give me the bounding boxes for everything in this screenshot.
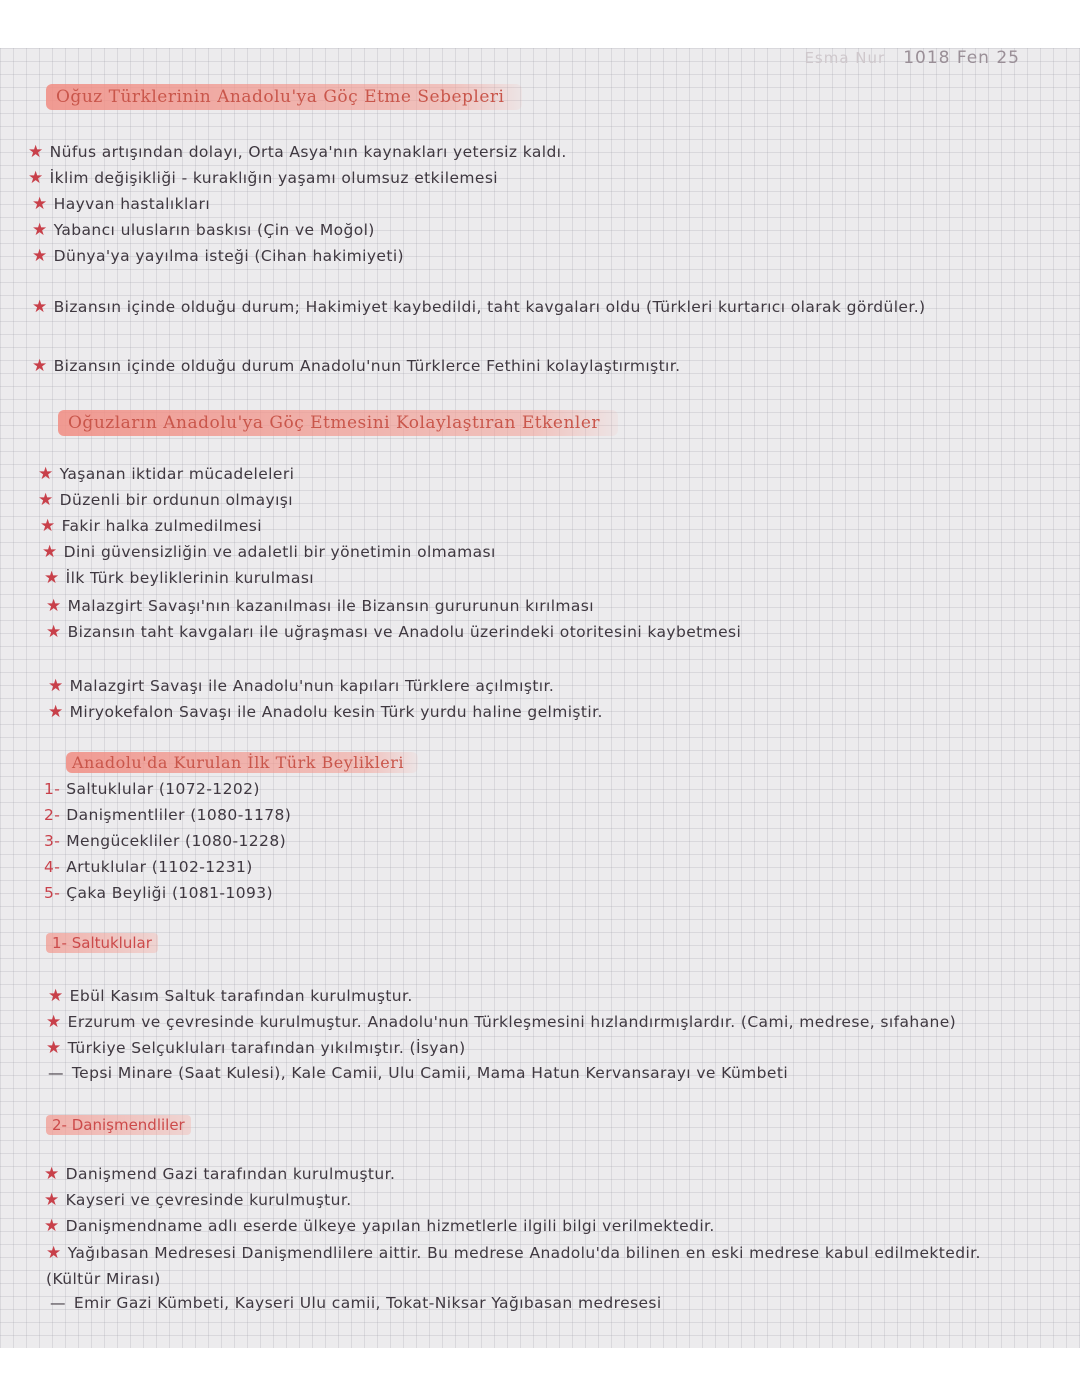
list-item: ★ Yağıbasan Medresesi Danişmendlilere aittir. Bu medrese Anadolu'da bilinen en eski medrese kabul edilmektedir. (Kültür Mirası) (46, 1243, 981, 1288)
list-item: 3- Mengücekliler (1080-1228) (44, 832, 287, 850)
list-item: ★ İklim değişikliği - kuraklığın yaşamı olumsuz etkilemesi (28, 168, 498, 188)
dash-bullet: — (50, 1294, 66, 1312)
list-item: ★ İlk Türk beyliklerinin kurulması (44, 568, 315, 588)
star-icon: ★ (44, 1164, 60, 1184)
section-title-facilitating-factors: Oğuzların Anadolu'ya Göç Etmesini Kolaylaştıran Etkenler (58, 410, 618, 436)
list-item: 5- Çaka Beyliği (1081-1093) (44, 884, 273, 902)
subsection-title-danismendliler: 2- Danişmendliler (46, 1116, 191, 1134)
section-title-first-beyliks: Anadolu'da Kurulan İlk Türk Beylikleri (66, 752, 418, 773)
list-item: 1- Saltuklular (1072-1202) (44, 780, 260, 798)
list-item: ★ Yabancı ulusların baskısı (Çin ve Moğol) (32, 220, 375, 240)
list-item: ★ Miryokefalon Savaşı ile Anadolu kesin Türk yurdu haline gelmiştir. (48, 702, 603, 722)
star-icon: ★ (40, 516, 56, 536)
star-icon: ★ (48, 986, 64, 1006)
list-item: ★ Hayvan hastalıkları (32, 194, 211, 214)
star-icon: ★ (38, 464, 54, 484)
list-item: ★ Danişmend Gazi tarafından kurulmuştur. (44, 1164, 396, 1184)
star-icon: ★ (38, 490, 54, 510)
corner-class-label: 1018 Fen 25 (903, 48, 1020, 68)
list-item: ★ Bizansın içinde olduğu durum; Hakimiyet kaybedildi, taht kavgaları oldu (Türkleri kurtarıcı olarak gördüler.) (32, 297, 926, 317)
star-icon: ★ (42, 542, 58, 562)
list-item: ★ Bizansın içinde olduğu durum Anadolu'nun Türklerce Fethini kolaylaştırmıştır. (32, 356, 681, 376)
star-icon: ★ (46, 1012, 62, 1032)
corner-faint-name: Esma Nur (804, 49, 886, 67)
star-icon: ★ (32, 246, 48, 266)
list-item: ★ Fakir halka zulmedilmesi (40, 516, 262, 536)
star-icon: ★ (28, 142, 44, 162)
star-icon: ★ (46, 622, 62, 642)
star-icon: ★ (44, 1190, 60, 1210)
star-icon: ★ (48, 676, 64, 696)
list-item: ★ Türkiye Selçukluları tarafından yıkılmıştır. (İsyan) (46, 1038, 466, 1058)
list-item: ★ Düzenli bir ordunun olmayışı (38, 490, 293, 510)
list-item: ★ Bizansın taht kavgaları ile uğraşması ve Anadolu üzerindeki otoritesini kaybetmesi (46, 622, 742, 642)
list-item: ★ Ebül Kasım Saltuk tarafından kurulmuştur. (48, 986, 413, 1006)
star-icon: ★ (32, 356, 48, 376)
star-icon: ★ (32, 297, 48, 317)
list-item: 2- Danişmentliler (1080-1178) (44, 806, 292, 824)
list-item: ★ Kayseri ve çevresinde kurulmuştur. (44, 1190, 352, 1210)
list-item: ★ Malazgirt Savaşı'nın kazanılması ile Bizansın gururunun kırılması (46, 596, 594, 616)
list-item: — Emir Gazi Kümbeti, Kayseri Ulu camii, Tokat-Niksar Yağıbasan medresesi (50, 1294, 662, 1312)
section-title-migration-reasons: Oğuz Türklerinin Anadolu'ya Göç Etme Sebepleri (46, 84, 522, 110)
list-item: ★ Nüfus artışından dolayı, Orta Asya'nın kaynakları yetersiz kaldı. (28, 142, 567, 162)
subsection-title-saltuklular: 1- Saltuklular (46, 934, 158, 952)
notebook-page (0, 48, 1080, 1348)
list-item: 4- Artuklular (1102-1231) (44, 858, 253, 876)
list-item: ★ Malazgirt Savaşı ile Anadolu'nun kapıları Türklere açılmıştır. (48, 676, 555, 696)
star-icon: ★ (46, 1243, 62, 1263)
list-item: ★ Dünya'ya yayılma isteği (Cihan hakimiyeti) (32, 246, 405, 266)
star-icon: ★ (44, 1216, 60, 1236)
star-icon: ★ (32, 220, 48, 240)
star-icon: ★ (48, 702, 64, 722)
page-corner-note (804, 48, 1020, 68)
dash-bullet: — (48, 1064, 64, 1082)
list-item: ★ Dini güvensizliğin ve adaletli bir yönetimin olmaması (42, 542, 496, 562)
list-item: — Tepsi Minare (Saat Kulesi), Kale Camii, Ulu Camii, Mama Hatun Kervansarayı ve Kümbeti (48, 1064, 789, 1082)
star-icon: ★ (46, 1038, 62, 1058)
star-icon: ★ (44, 568, 60, 588)
star-icon: ★ (32, 194, 48, 214)
star-icon: ★ (46, 596, 62, 616)
star-icon: ★ (28, 168, 44, 188)
list-item: ★ Erzurum ve çevresinde kurulmuştur. Anadolu'nun Türkleşmesini hızlandırmışlardır. (Cami, medrese, sıfahane) (46, 1012, 957, 1032)
list-item: ★ Danişmendname adlı eserde ülkeye yapılan hizmetlerle ilgili bilgi verilmektedir. (44, 1216, 715, 1236)
list-item: ★ Yaşanan iktidar mücadeleleri (38, 464, 295, 484)
